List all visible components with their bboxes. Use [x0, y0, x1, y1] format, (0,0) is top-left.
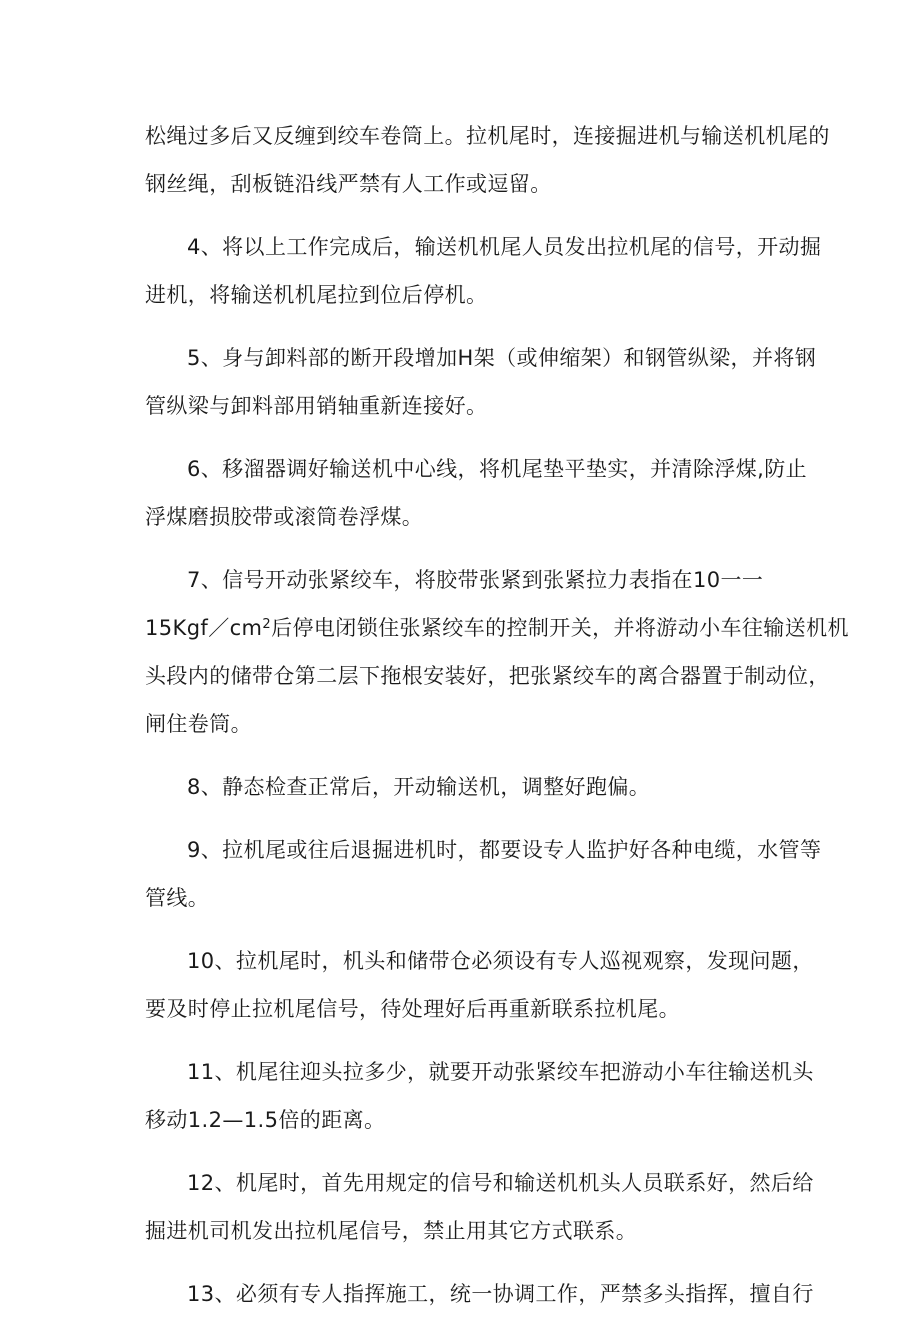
text-line: 松绳过多后又反缠到绞车卷筒上。拉机尾时，连接掘进机与输送机机尾的 [145, 124, 830, 148]
text-line [145, 604, 849, 652]
paragraph-item-9 [145, 826, 822, 922]
paragraph-item-8 [145, 763, 785, 811]
text-segment: 后停电闭锁住张紧绞车的控制开关，并将游动小车往输送机机 [271, 616, 849, 640]
text-line: 13、必须有专人指挥施工，统一协调工作，严禁多头指挥，擅自行 [187, 1282, 814, 1306]
text-line: 管纵梁与卸料部用销轴重新连接好。 [145, 394, 488, 418]
text-line: 4、将以上工作完成后，输送机机尾人员发出拉机尾的信号，开动掘 [187, 235, 822, 259]
paragraph-continued [145, 112, 830, 208]
text-line: 5、身与卸料部的断开段增加H架（或伸缩架）和钢管纵梁，并将钢 [187, 346, 817, 370]
text-line: 10、拉机尾时，机头和储带仓必须设有专人巡视观察，发现问题， [187, 949, 814, 973]
superscript-text: 2 [262, 617, 272, 632]
text-line: 头段内的储带仓第二层下拖根安装好，把张紧绞车的离合器置于制动位， [145, 664, 830, 688]
paragraph-item-12 [145, 1159, 814, 1255]
paragraph-item-6 [145, 445, 808, 541]
paragraph-item-10 [145, 937, 814, 1033]
text-line: 钢丝绳，刮板链沿线严禁有人工作或逗留。 [145, 172, 552, 196]
text-line: 掘进机司机发出拉机尾信号，禁止用其它方式联系。 [145, 1219, 638, 1243]
text-line: 浮煤磨损胶带或滚筒卷浮煤。 [145, 505, 424, 529]
text-line: 8、静态检查正常后，开动输送机，调整好跑偏。 [187, 775, 651, 799]
document-body [145, 112, 849, 1333]
text-line: 闸住卷筒。 [145, 712, 252, 736]
paragraph-item-5 [145, 334, 817, 430]
paragraph-item-4 [145, 223, 822, 319]
paragraph-item-11 [145, 1048, 814, 1144]
paragraph-item-7 [145, 556, 849, 748]
text-line: 9、拉机尾或往后退掘进机时，都要设专人监护好各种电缆，水管等 [187, 838, 822, 862]
unit-text: 15Kgf／cm [145, 616, 263, 640]
text-line: 要及时停止拉机尾信号，待处理好后再重新联系拉机尾。 [145, 997, 680, 1021]
text-line: 进机，将输送机机尾拉到位后停机。 [145, 283, 488, 307]
text-line: 11、机尾往迎头拉多少，就要开动张紧绞车把游动小车往输送机头 [187, 1060, 814, 1084]
text-line: 管线。 [145, 886, 210, 910]
text-line: 12、机尾时，首先用规定的信号和输送机机头人员联系好，然后给 [187, 1171, 814, 1195]
text-line: 7、信号开动张紧绞车，将胶带张紧到张紧拉力表指在10一一 [187, 568, 764, 592]
paragraph-item-13 [145, 1270, 814, 1318]
text-line: 移动1.2—1.5倍的距离。 [145, 1108, 386, 1132]
text-line: 6、移溜器调好输送机中心线，将机尾垫平垫实，并清除浮煤,防止 [187, 457, 808, 481]
